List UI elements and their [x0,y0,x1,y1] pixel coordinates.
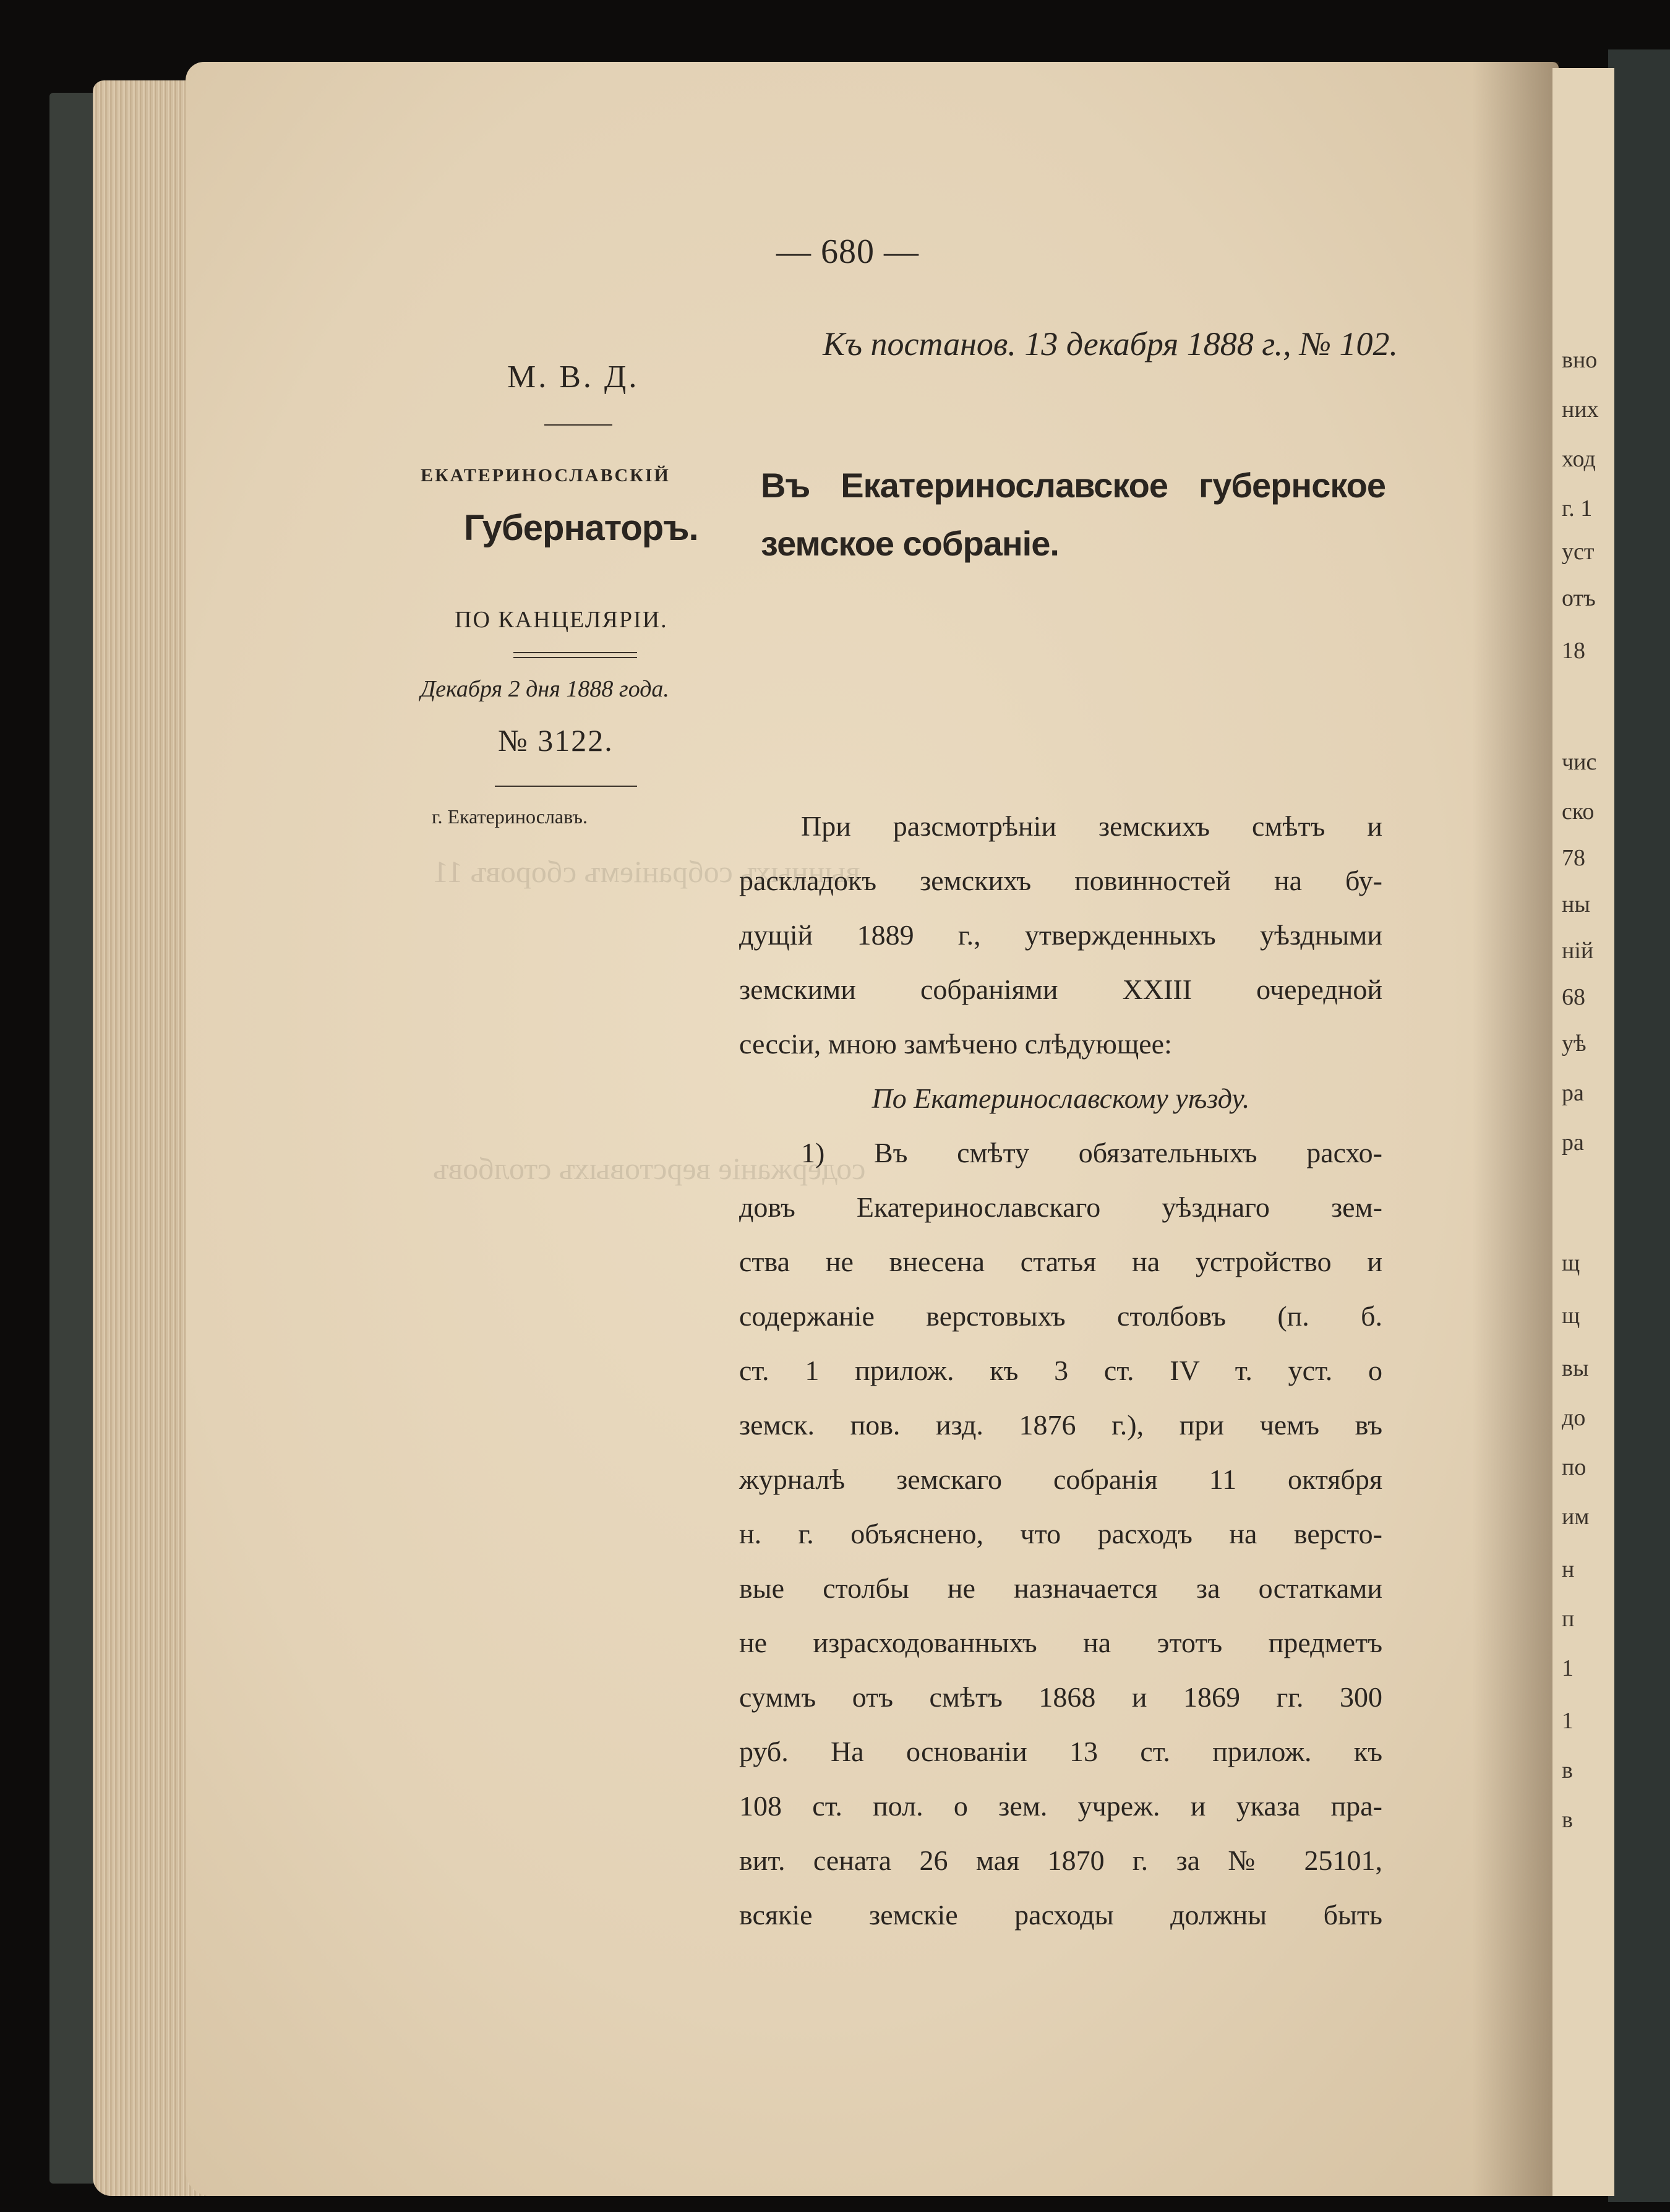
body-line: раскладокъ земскихъ повинностей на бу- [739,865,1382,896]
double-divider-bottom [513,657,637,658]
letter-title [761,457,1385,573]
divider [544,424,612,426]
title-line2: земское собраніе. [761,524,1059,563]
right-page-fragment: вы [1562,1355,1589,1381]
body-line: ства не внесена статья на устройство и [739,1246,1382,1277]
section-heading: По Екатеринославскому уѣзду. [871,1082,1250,1114]
right-page-fragment: им [1562,1504,1590,1530]
right-page-fragment: до [1562,1405,1586,1431]
ministry-label: М. В. Д. [507,359,640,395]
book-gutter [1472,62,1559,2196]
right-page-fragment: 18 [1562,638,1585,664]
body-line: земскими собраніями XXIII очередной [739,974,1382,1005]
divider [495,786,637,787]
right-page-fragment: вно [1562,347,1598,373]
body-line: содержаніе верстовыхъ столбовъ (п. б. [739,1300,1382,1332]
right-page-fragment: 68 [1562,984,1585,1010]
document-number: № 3122. [498,723,614,758]
department-label: ПО КАНЦЕЛЯРІИ. [455,607,668,633]
right-page-fragment: них [1562,397,1599,422]
right-page-fragment: отъ [1562,585,1596,611]
right-page-fragment: в [1562,1757,1573,1783]
right-page-fragment: чис [1562,749,1597,775]
body-line: суммъ отъ смѣтъ 1868 и 1869 гг. 300 [739,1681,1382,1713]
body-line: дущій 1889 г., утвержденныхъ уѣздными [739,919,1382,951]
body-line: руб. На основаніи 13 ст. прилож. къ [739,1736,1382,1767]
right-page-fragment: щ [1562,1303,1580,1329]
body-line: земск. пов. изд. 1876 г.), при чемъ въ [739,1409,1382,1441]
right-cover [1608,49,1670,2202]
right-page-fragment: в [1562,1807,1573,1833]
right-page-fragment: ра [1562,1080,1584,1106]
right-page-fragment: ско [1562,799,1595,825]
right-page-fragment: ній [1562,938,1594,964]
right-page-fragment: ра [1562,1130,1584,1155]
title-line1: Въ Екатеринославское губернское [761,466,1385,505]
right-page-fragment: 78 [1562,845,1585,871]
body-line: сессіи, мною замѣчено слѣдующее: [739,1028,1172,1060]
body-line: всякіе земскіе расходы должны быть [739,1899,1382,1931]
document-date: Декабря 2 дня 1888 года. [421,676,669,702]
body-line: не израсходованныхъ на этотъ предметъ [739,1627,1382,1658]
governor-line2: Губернаторъ. [464,508,698,548]
right-page-fragment: щ [1562,1250,1580,1276]
right-page-fragment: г. 1 [1562,495,1593,521]
right-page-fragment: уѣ [1562,1031,1586,1057]
double-divider-top [513,652,637,653]
body-line: 1) Въ смѣту обязательныхъ расхо- [801,1137,1382,1168]
body-line: При разсмотрѣніи земскихъ смѣтъ и [801,810,1382,842]
body-line: 108 ст. пол. о зем. учреж. и указа пра- [739,1790,1382,1822]
right-page-fragment: по [1562,1454,1586,1480]
resolution-reference: Къ постанов. 13 декабря 1888 г., № 102. [823,325,1398,362]
right-page-fragment: ход [1562,446,1596,472]
right-page-fragment: 1 [1562,1655,1574,1681]
body-line: вит. сената 26 мая 1870 г. за № 25101, [739,1845,1382,1876]
right-page-fragment: 1 [1562,1708,1574,1734]
right-page-fragment: уст [1562,539,1595,565]
right-page-fragment: п [1562,1606,1575,1632]
letter-body [739,799,1382,1942]
body-line: н. г. объяснено, что расходъ на версто- [739,1518,1382,1550]
right-page-fragment: ны [1562,891,1590,917]
body-line: довъ Екатеринославскаго уѣзднаго зем- [739,1191,1382,1223]
governor-line1: ЕКАТЕРИНОСЛАВСКІЙ [421,465,670,486]
document-city: г. Екатеринославъ. [432,805,588,828]
body-line: журналѣ земскаго собранія 11 октября [739,1464,1382,1495]
bleed-through: вынныхъ собраніемъ сборовъ 11 [433,854,860,889]
body-line: ст. 1 прилож. къ 3 ст. IV т. уст. о [739,1355,1382,1386]
body-line: вые столбы не назначается за остатками [739,1572,1382,1604]
page-number: — 680 — [776,233,919,271]
right-page-fragment: н [1562,1556,1575,1582]
bleed-through: содержаніе верстовыхъ столбовъ [433,1151,866,1186]
